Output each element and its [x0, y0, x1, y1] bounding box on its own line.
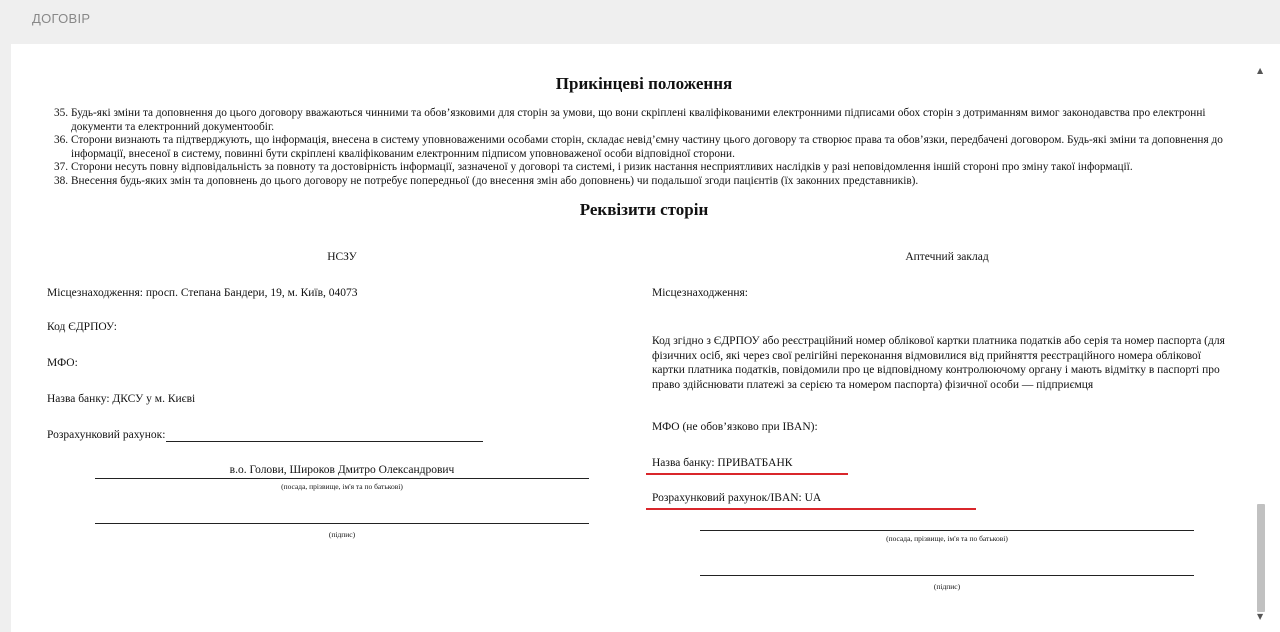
- clause-number: 37.: [54, 161, 69, 174]
- requisites-heading: Реквізити сторін: [579, 200, 709, 219]
- clause-number: 36.: [54, 134, 69, 147]
- left-bank: Назва банку: ДКСУ у м. Києві: [47, 393, 196, 405]
- scroll-up-arrow-icon[interactable]: ▲: [1257, 66, 1264, 75]
- right-account: Розрахунковий рахунок/IBAN: UA: [652, 492, 822, 504]
- vertical-scrollbar[interactable]: [1255, 64, 1267, 630]
- left-signature-line: [95, 523, 589, 524]
- left-account-label: Розрахунковий рахунок:: [47, 429, 166, 441]
- clause-item: [54, 134, 1234, 161]
- right-position-line: [700, 530, 1194, 531]
- clause-text: Сторони несуть повну відповідальність за повноту та достовірність інформації, зазначеної у договорі та системі, і ризик настання несприятливих наслідків у разі неповідомлення іншій стороні про зміну такої інформації.: [71, 161, 1133, 174]
- final-provisions-heading: Прикінцеві положення: [555, 74, 733, 93]
- left-account-line: [166, 441, 483, 442]
- right-position-caption: (посада, прізвище, ім'я та по батькові): [886, 534, 1008, 543]
- right-signature-line: [700, 575, 1194, 576]
- scrollbar-thumb[interactable]: [1257, 504, 1265, 612]
- clause-item: [54, 161, 1234, 175]
- left-position-caption: (посада, прізвище, ім'я та по батькові): [281, 482, 403, 491]
- left-signature-caption: (підпис): [328, 530, 356, 539]
- right-code: Код згідно з ЄДРПОУ або реєстраційний номер облікової картки платника податків або серія та номер паспорта (для фізичних осіб, які через свої релігійні переконання відмовилися від прийняття реєстраційного номера облікової картки платника податків, повідомили про це відповідному контролюючому органу і мають відмітку в паспорті про право здійснювати платежі за серією та номером паспорта) фізичної особи — підприємця: [652, 335, 1225, 391]
- page-title: ДОГОВІР: [32, 11, 91, 26]
- left-position-line: [95, 478, 589, 479]
- clause-number: 38.: [54, 174, 69, 187]
- account-highlight-underline: [646, 508, 976, 510]
- clause-text: Сторони визнають та підтверджують, що інформація, внесена в систему уповноваженими особами сторін, складає невід’ємну частину цього договору та створює права та обов’язки, передбачені договором. Будь-які зміни та доповнення до інформації, внесеної в систему, повинні бути скріплені кваліфікованим електронним підписом уповноваженої особи відповідної сторони.: [71, 134, 1223, 160]
- scroll-down-arrow-icon[interactable]: ▼: [1257, 612, 1264, 621]
- right-signature-caption: (підпис): [933, 582, 961, 591]
- right-bank: Назва банку: ПРИВАТБАНК: [652, 457, 793, 469]
- left-edrpou: Код ЄДРПОУ:: [47, 321, 117, 333]
- clause-item: [54, 175, 1234, 189]
- right-location: Місцезнаходження:: [652, 287, 748, 299]
- clause-item: [54, 107, 1234, 134]
- right-party-name: Аптечний заклад: [905, 251, 989, 263]
- clause-text: Будь-які зміни та доповнення до цього договору вважаються чинними та обов’язковими для сторін за умови, що вони скріплені кваліфікованими електронними підписами обох сторін з дотриманням вимог законодавства про електронні документи та електронний документообіг.: [71, 107, 1206, 133]
- left-mfo: МФО:: [47, 357, 78, 369]
- left-party-name: НСЗУ: [327, 251, 357, 263]
- bank-highlight-underline: [646, 473, 848, 475]
- left-location: Місцезнаходження: просп. Степана Бандери, 19, м. Київ, 04073: [47, 287, 358, 299]
- right-mfo: МФО (не обов’язково при IBAN):: [652, 421, 818, 433]
- clause-number: 35.: [54, 107, 69, 119]
- top-bar: [0, 0, 1280, 44]
- clauses-list: [54, 107, 1234, 189]
- left-signer: в.о. Голови, Широков Дмитро Олександрович: [229, 464, 455, 476]
- clause-text: Внесення будь-яких змін та доповнень до цього договору не потребує попередньої (до внесення змін або доповнень) чи подальшої згоди пацієнтів (їх законних представників).: [71, 174, 919, 187]
